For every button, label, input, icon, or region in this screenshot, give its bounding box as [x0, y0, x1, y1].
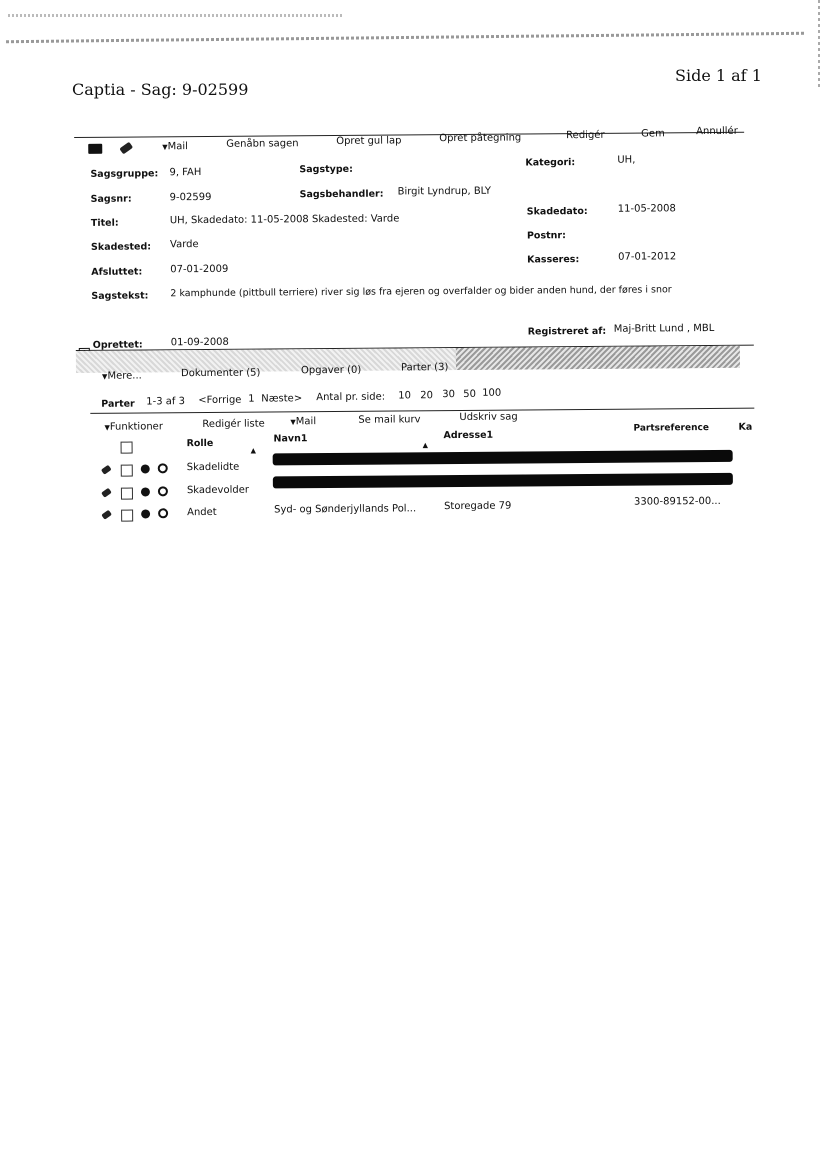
sagstekst-label: Sagstekst:	[91, 290, 149, 302]
sort-up-icon[interactable]: ▲	[250, 446, 257, 455]
case-window	[74, 113, 757, 538]
mail-menu[interactable]: ▼Mail	[162, 141, 188, 153]
pager-next-link[interactable]: Næste>	[261, 393, 303, 405]
skadedato-label: Skadedato:	[526, 205, 588, 218]
pager-prev-link[interactable]: <Forrige	[198, 394, 242, 407]
row-adresse: Storegade 79	[444, 500, 512, 513]
scan-artifact-line	[6, 32, 806, 43]
cancel-button[interactable]: Annullér	[696, 125, 738, 138]
sagsgruppe-label: Sagsgruppe:	[90, 168, 159, 180]
folder-icon[interactable]	[88, 144, 102, 154]
per-page-label: Antal pr. side:	[316, 391, 386, 404]
scan-artifact-top	[8, 14, 343, 17]
row-rolle: Skadelidte	[186, 461, 240, 474]
person-icon[interactable]	[158, 486, 168, 496]
person-icon[interactable]	[158, 463, 168, 473]
eraser-icon[interactable]	[101, 488, 112, 498]
reopen-case-button[interactable]: Genåbn sagen	[226, 138, 299, 150]
edit-button[interactable]: Redigér	[566, 129, 605, 142]
row-rolle: Skadevolder	[186, 484, 250, 497]
afsluttet-value: 07-01-2009	[170, 263, 229, 276]
column-header-partsreference[interactable]: Partsreference	[633, 423, 709, 434]
redacted-name	[273, 450, 733, 466]
column-header-rolle[interactable]: Rolle	[186, 437, 214, 450]
see-mail-basket-button[interactable]: Se mail kurv	[358, 414, 421, 426]
chevron-down-icon: ▼	[162, 143, 168, 152]
skadested-label: Skadested:	[90, 241, 152, 253]
create-yellow-note-button[interactable]: Opret gul lap	[336, 135, 402, 147]
sagsnr-value: 9-02599	[169, 191, 212, 204]
person-icon[interactable]	[158, 508, 168, 518]
scan-artifact-edge	[818, 0, 820, 90]
tab-parties[interactable]: Parter (3)	[400, 362, 449, 374]
per-page-10[interactable]: 10	[398, 390, 411, 402]
sagsbehandler-value: Birgit Lyndrup, BLY	[397, 185, 492, 198]
row-checkbox[interactable]	[121, 465, 133, 477]
functions-menu[interactable]: ▼Funktioner	[104, 421, 163, 433]
tab-bar-shade	[456, 346, 740, 370]
sagsbehandler-label: Sagsbehandler:	[299, 188, 384, 201]
page-number: Side 1 af 1	[675, 66, 762, 85]
print-case-button[interactable]: Udskriv sag	[459, 411, 518, 423]
document-title: Captia - Sag: 9-02599	[72, 80, 249, 99]
row-partsreference: 3300-89152-00...	[633, 495, 721, 508]
eraser-icon[interactable]	[119, 142, 133, 155]
titel-label: Titel:	[90, 217, 119, 229]
chevron-down-icon: ▼	[102, 372, 108, 381]
sagstype-label: Sagstype:	[299, 163, 353, 176]
tab-more[interactable]: ▼Mere...	[102, 370, 142, 382]
chevron-down-icon: ▼	[290, 418, 296, 427]
sagsnr-label: Sagsnr:	[90, 193, 132, 205]
pager-current: 1	[248, 393, 255, 405]
pager-divider	[90, 408, 754, 414]
pager-range: 1-3 af 3	[146, 396, 185, 408]
kategori-label: Kategori:	[525, 157, 576, 169]
column-header-adresse[interactable]: Adresse1	[443, 429, 494, 442]
column-header-navn[interactable]: Navn1	[273, 433, 308, 445]
row-rolle: Andet	[187, 506, 217, 519]
kasseres-label: Kasseres:	[527, 254, 580, 266]
edit-list-button[interactable]: Redigér liste	[202, 418, 265, 431]
skadedato-value: 11-05-2008	[617, 203, 676, 215]
key-icon[interactable]	[141, 464, 150, 473]
eraser-icon[interactable]	[101, 465, 112, 475]
row-checkbox[interactable]	[121, 488, 133, 500]
sagsgruppe-value: 9, FAH	[169, 167, 202, 179]
skadested-value: Varde	[169, 239, 199, 251]
per-page-20[interactable]: 20	[420, 390, 433, 402]
per-page-50[interactable]: 50	[463, 388, 476, 400]
afsluttet-label: Afsluttet:	[91, 266, 143, 278]
registreret-value: Maj-Britt Lund , MBL	[613, 322, 715, 335]
key-icon[interactable]	[141, 509, 150, 518]
key-icon[interactable]	[141, 487, 150, 496]
row-checkbox[interactable]	[121, 510, 133, 522]
row-navn: Syd- og Sønderjyllands Pol...	[274, 503, 417, 516]
registreret-label: Registreret af:	[527, 325, 607, 338]
sagstekst-value: 2 kamphunde (pittbull terriere) river sig løs fra ejeren og overfalder og bider anden hund, der føres i snor	[170, 284, 672, 300]
pager-label: Parter	[101, 398, 135, 410]
sort-up-icon[interactable]: ▲	[422, 441, 429, 450]
column-header-extra[interactable]: Ka	[738, 421, 753, 433]
redacted-name	[273, 473, 733, 489]
save-button[interactable]: Gem	[641, 128, 665, 140]
select-all-checkbox[interactable]	[121, 442, 133, 454]
eraser-icon[interactable]	[101, 510, 112, 520]
titel-value: UH, Skadedato: 11-05-2008 Skadested: Varde	[169, 213, 400, 227]
create-annotation-button[interactable]: Opret påtegning	[439, 132, 522, 145]
oprettet-label: Oprettet:	[92, 339, 143, 351]
kategori-value: UH,	[617, 154, 636, 166]
mail-menu-parties[interactable]: ▼Mail	[290, 416, 317, 428]
per-page-30[interactable]: 30	[442, 389, 455, 401]
chevron-down-icon: ▼	[104, 423, 110, 432]
tab-tasks[interactable]: Opgaver (0)	[300, 364, 362, 377]
kasseres-value: 07-01-2012	[618, 251, 677, 263]
per-page-100[interactable]: 100	[482, 387, 502, 399]
tab-documents[interactable]: Dokumenter (5)	[180, 367, 261, 380]
oprettet-value: 01-09-2008	[170, 336, 229, 349]
postnr-label: Postnr:	[526, 230, 566, 242]
